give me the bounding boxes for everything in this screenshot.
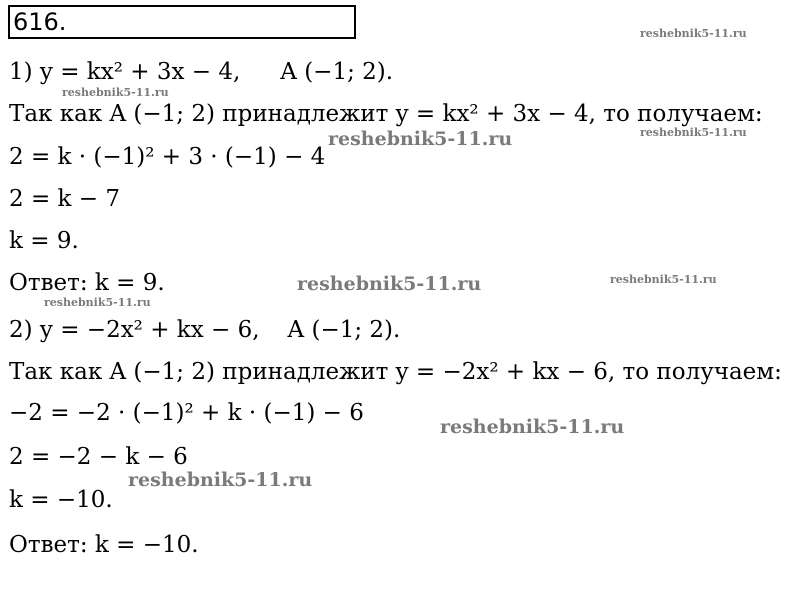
watermark: reshebnik5-11.ru [44, 296, 151, 309]
part2-step1: −2 = −2 · (−1)² + k · (−1) − 6 [9, 400, 364, 426]
part1-step3: k = 9. [9, 228, 79, 254]
part2-step2: 2 = −2 − k − 6 [9, 444, 188, 470]
watermark: reshebnik5-11.ru [328, 128, 513, 150]
watermark: reshebnik5-11.ru [297, 273, 482, 295]
watermark: reshebnik5-11.ru [610, 273, 717, 286]
problem-number: 616. [13, 8, 67, 36]
part1-point: A (−1; 2). [280, 59, 394, 85]
part2-step3: k = −10. [9, 487, 113, 513]
part2-reasoning: Так как A (−1; 2) принадлежит y = −2x² + kx − 6, то получаем: [9, 359, 782, 385]
watermark: reshebnik5-11.ru [62, 86, 169, 99]
part1-answer: Ответ: k = 9. [9, 270, 165, 296]
part1-step2: 2 = k − 7 [9, 186, 120, 212]
part1-step1: 2 = k · (−1)² + 3 · (−1) − 4 [9, 144, 326, 170]
watermark: reshebnik5-11.ru [640, 27, 747, 40]
part1-condition: 1) y = kx² + 3x − 4, [9, 59, 241, 85]
part2-answer: Ответ: k = −10. [9, 532, 199, 558]
part2-condition: 2) y = −2x² + kx − 6, [9, 317, 260, 343]
part2-point: A (−1; 2). [287, 317, 401, 343]
problem-number-box [8, 5, 356, 39]
watermark: reshebnik5-11.ru [440, 416, 625, 438]
watermark: reshebnik5-11.ru [128, 469, 313, 491]
part1-condition-line [9, 57, 393, 87]
part2-condition-line [9, 315, 400, 345]
part1-reasoning: Так как A (−1; 2) принадлежит y = kx² + 3x − 4, то получаем: [9, 101, 763, 127]
watermark: reshebnik5-11.ru [640, 126, 747, 139]
